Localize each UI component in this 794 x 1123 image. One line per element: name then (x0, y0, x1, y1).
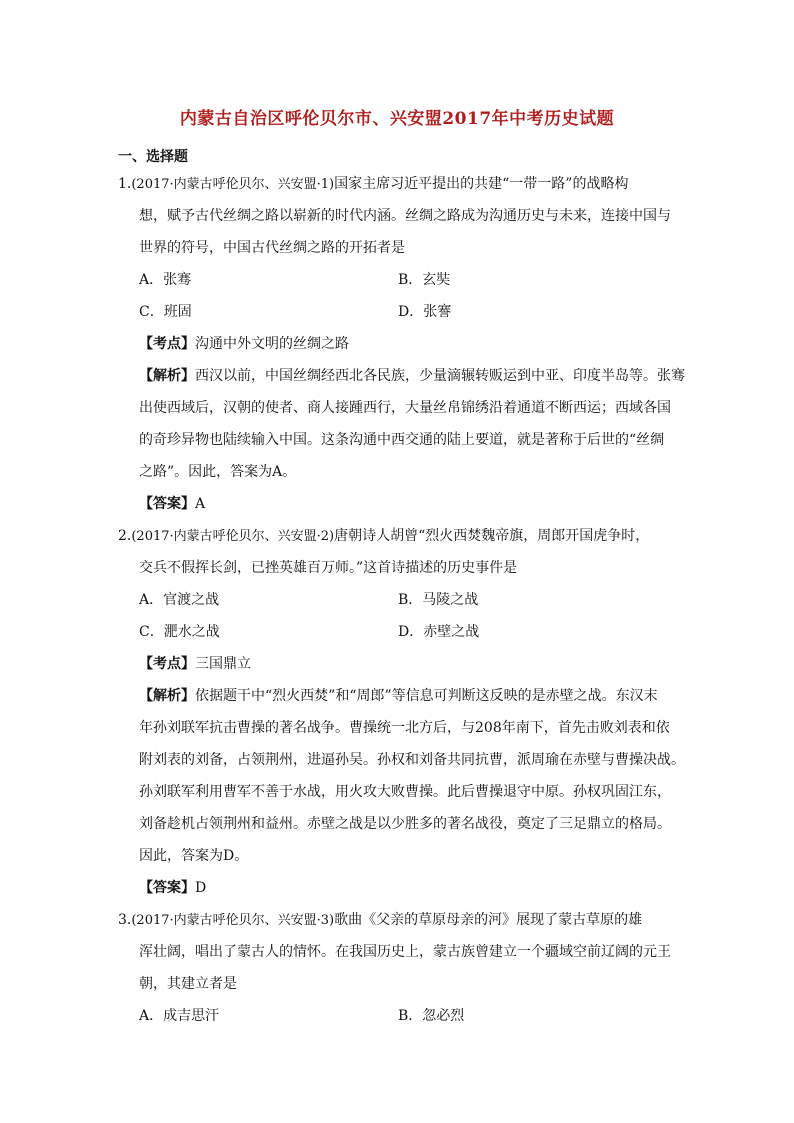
question-text: 国家主席习近平提出的共建“一带一路”的战略构 (334, 176, 629, 192)
question-number: 1. (118, 176, 132, 192)
kaodian-label: 【考点】 (139, 336, 195, 352)
question-1-jiexi-line-3: 的奇珍异物也陆续输入中国。这条沟通中西交通的陆上要道，就是著称于后世的“丝绸 (139, 432, 665, 448)
question-2-kaodian (139, 654, 251, 674)
question-2-jiexi-line-2: 年孙刘联军抗击曹操的著名战争。曹操统一北方后，与208年南下，首先击败刘表和依 (139, 720, 670, 736)
question-3-stem-line-3: 朝，其建立者是 (139, 976, 237, 992)
kaodian-label: 【考点】 (139, 656, 195, 672)
question-2-daan (139, 878, 206, 898)
question-1-option-a: A．张骞 (139, 272, 192, 288)
question-source: (2017·内蒙古呼伦贝尔、兴安盟·1) (131, 177, 335, 192)
page-title: 内蒙古自治区呼伦贝尔市、兴安盟2017年中考历史试题 (179, 109, 615, 129)
question-2-option-a: A．官渡之战 (139, 592, 220, 608)
question-source: (2017·内蒙古呼伦贝尔、兴安盟·3) (131, 913, 335, 928)
daan-text: A (195, 496, 206, 512)
question-1-stem-line-3: 世界的符号，中国古代丝绸之路的开拓者是 (139, 240, 405, 256)
question-1-jiexi-line-2: 出使西域后，汉朝的使者、商人接踵西行，大量丝帛锦绣沿着通道不断西运；西域各国 (139, 400, 671, 416)
jiexi-text: 西汉以前，中国丝绸经西北各民族，少量滴辗转贩运到中亚、印度半岛等。张骞 (195, 368, 685, 384)
question-2-option-b: B．马陵之战 (398, 592, 479, 608)
question-3-stem-line-2: 浑壮阔，唱出了蒙古人的情怀。在我国历史上，蒙古族曾建立一个疆域空前辽阔的元王 (139, 944, 671, 960)
question-3-stem-line-1 (118, 910, 642, 931)
question-3-option-a: A．成吉思汗 (139, 1008, 220, 1024)
question-number: 2. (118, 528, 132, 544)
question-2-option-c: C．淝水之战 (139, 624, 220, 640)
question-2-stem-line-1 (118, 526, 649, 547)
question-1-jiexi-line-1 (139, 366, 685, 386)
question-2-jiexi-line-1 (139, 686, 658, 706)
question-1-daan (139, 494, 205, 514)
question-text: 歌曲《父亲的草原母亲的河》展现了蒙古草原的雄 (334, 912, 643, 928)
question-2-jiexi-line-5: 刘备趁机占领荆州和益州。赤壁之战是以少胜多的著名战役，奠定了三足鼎立的格局。 (139, 816, 671, 832)
question-1-stem-line-2: 想，赋予古代丝绸之路以崭新的时代内涵。丝绸之路成为沟通历史与未来，连接中国与 (139, 208, 671, 224)
section-heading: 一、选择题 (118, 149, 188, 165)
kaodian-text: 沟通中外文明的丝绸之路 (195, 336, 349, 352)
question-text: 唐朝诗人胡曾“烈火西焚魏帝旗，周郎开国虎争时， (334, 528, 650, 544)
question-1-jiexi-line-4: 之路”。因此，答案为A。 (139, 464, 297, 480)
question-1-option-d: D．张謇 (398, 304, 452, 320)
question-1-kaodian (139, 334, 349, 354)
kaodian-text: 三国鼎立 (195, 656, 251, 672)
jiexi-label: 【解析】 (139, 368, 195, 384)
question-1-option-c: C．班固 (139, 304, 192, 320)
question-1-option-b: B．玄奘 (398, 272, 451, 288)
question-2-option-d: D．赤壁之战 (398, 624, 480, 640)
question-number: 3. (118, 912, 132, 928)
jiexi-text: 依据题干中“烈火西焚”和“周郎”等信息可判断这反映的是赤壁之战。东汉末 (195, 688, 658, 704)
daan-label: 【答案】 (139, 880, 195, 896)
question-3-option-b: B．忽必烈 (398, 1008, 465, 1024)
question-2-stem-line-2: 交兵不假挥长剑，已挫英雄百万师。”这首诗描述的历史事件是 (139, 560, 518, 576)
jiexi-label: 【解析】 (139, 688, 195, 704)
daan-label: 【答案】 (139, 496, 195, 512)
question-1-stem-line-1 (118, 174, 628, 195)
question-2-jiexi-line-6: 因此，答案为D。 (139, 848, 249, 864)
daan-text: D (195, 880, 207, 896)
question-source: (2017·内蒙古呼伦贝尔、兴安盟·2) (131, 529, 335, 544)
question-2-jiexi-line-4: 孙刘联军利用曹军不善于水战，用火攻大败曹操。此后曹操退守中原。孙权巩固江东， (139, 784, 671, 800)
question-2-jiexi-line-3: 附刘表的刘备，占领荆州，进逼孙吴。孙权和刘备共同抗曹，派周瑜在赤壁与曹操决战。 (139, 752, 685, 768)
